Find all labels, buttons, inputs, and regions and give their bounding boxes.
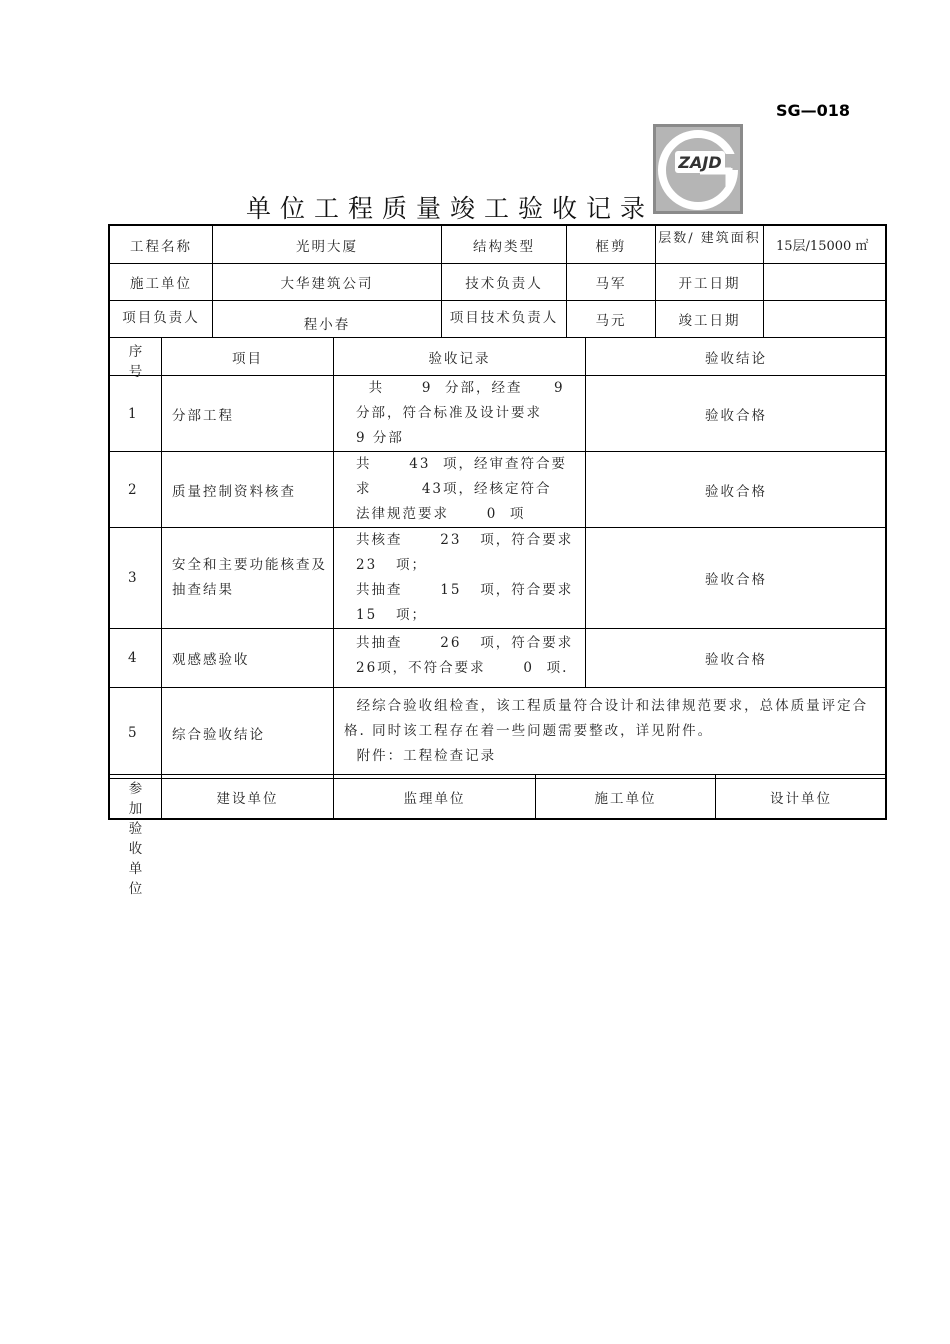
item-header: 项目 [162,338,334,376]
constructor-value: 大华建筑公司 [213,264,442,301]
page-title: 单位工程质量竣工验收记录 [245,194,654,223]
project-lead-label: 项目负责人 [110,301,213,338]
project-tech-lead-value: 马元 [567,301,656,338]
table-row [110,452,887,528]
row-item: 综合验收结论 [162,688,334,779]
row-seq: 5 [110,688,162,779]
floors-area-value: 15层/15000 ㎡ [764,226,887,264]
floors-area-label: 层数/ 建筑面积 [656,226,764,264]
constructor-label: 施工单位 [110,264,213,301]
finish-date-value [764,301,887,338]
participant-construction-unit: 建设单位 [162,775,334,820]
svg-text:ZAJD: ZAJD [678,153,722,172]
project-lead-value: 程小春 [213,301,442,338]
document-code: SG—018 [775,101,850,120]
table-row [110,376,887,452]
tech-lead-label: 技术负责人 [442,264,567,301]
row-record: 共核查 23 项，符合要求 23 项； 共抽查 15 项，符合要求 15 项； [334,528,586,629]
finish-date-label: 竣工日期 [656,301,764,338]
row-record: 共抽查 26 项，符合要求 26项，不符合要求 0 项. [334,629,586,688]
structure-type-value: 框剪 [567,226,656,264]
row-item: 质量控制资料核查 [162,452,334,528]
project-tech-lead-label: 项目技术负责人 [442,301,567,338]
participants-table [109,774,887,897]
row-conclusion: 验收合格 [586,629,887,688]
row-conclusion: 验收合格 [586,528,887,629]
participant-design-unit: 设计单位 [716,775,887,820]
row-seq: 1 [110,376,162,452]
row-record: 共 43 项，经审查符合要 求 43项，经核定符合 法律规范要求 0 项 [334,452,586,528]
start-date-value [764,264,887,301]
participant-builder-unit: 施工单位 [536,775,716,820]
structure-type-label: 结构类型 [442,226,567,264]
row-record: 共 9 分部，经查 9 分部，符合标准及设计要求 9 分部 [334,376,586,452]
table-row [110,629,887,688]
start-date-label: 开工日期 [656,264,764,301]
seq-header: 序号 [110,338,162,376]
tech-lead-value: 马军 [567,264,656,301]
table-row [110,688,887,779]
acceptance-table [109,337,887,779]
project-name-value: 光明大厦 [213,226,442,264]
record-header: 验收记录 [334,338,586,376]
row-conclusion: 验收合格 [586,452,887,528]
row-item: 分部工程 [162,376,334,452]
row-seq: 2 [110,452,162,528]
project-info-table [109,225,887,338]
table-row [110,528,887,629]
row-conclusion: 验收合格 [586,376,887,452]
row-item: 观感感验收 [162,629,334,688]
participants-label: 参加验收单位 [110,775,162,820]
row-seq: 4 [110,629,162,688]
summary-conclusion: 经综合验收组检查，该工程质量符合设计和法律规范要求，总体质量评定合格. 同时该工程存在着一些问题需要整改，详见附件。 附件：工程检查记录 [334,688,887,779]
conclusion-header: 验收结论 [586,338,887,376]
row-seq: 3 [110,528,162,629]
project-name-label: 工程名称 [110,226,213,264]
row-item: 安全和主要功能核查及抽查结果 [162,528,334,629]
participant-supervision-unit: 监理单位 [334,775,536,820]
